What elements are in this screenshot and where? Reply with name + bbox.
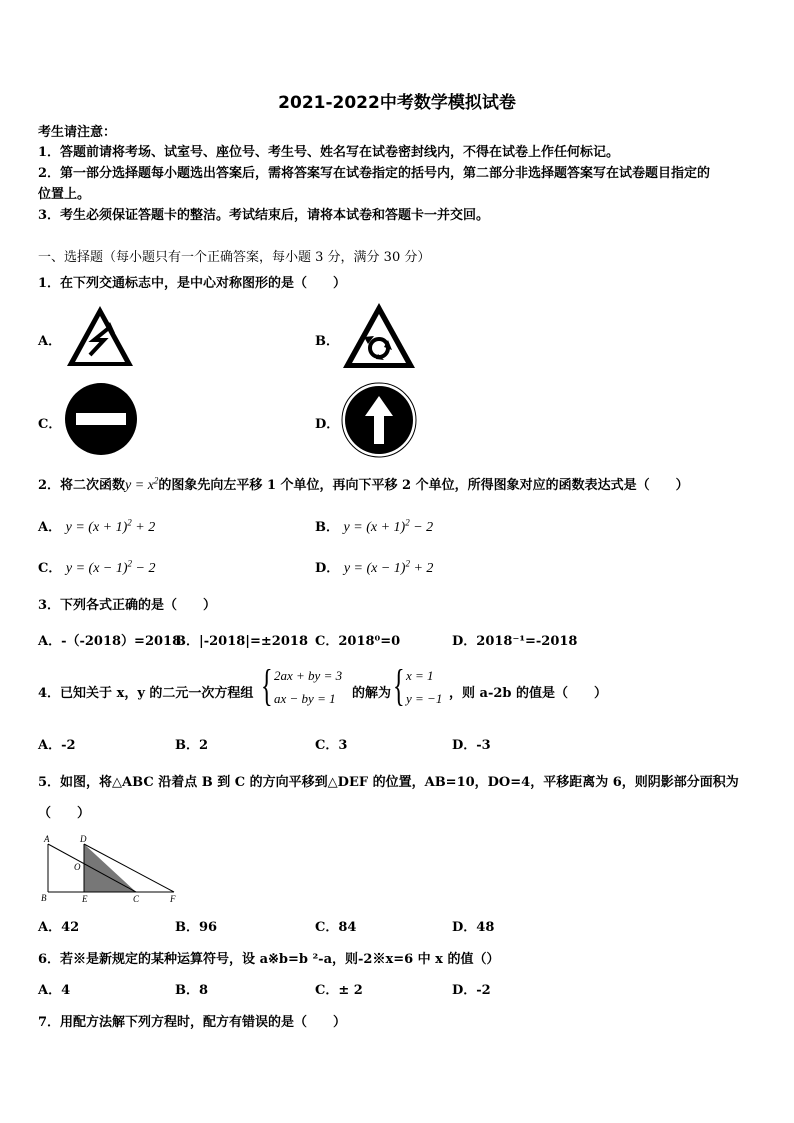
q2-option-a [38,516,155,536]
q4-equation-2: ax − by = 1 [274,691,336,706]
q4-solution-brace: { [393,661,405,710]
q7-stem: 7．用配方法解下列方程时，配方有错误的是（ ） [38,1015,347,1030]
q2-option-a-post: + 2 [131,520,156,535]
figure-label-a: A [44,834,50,844]
q2-option-b-sup: 2 [405,517,410,528]
q4-stem-part-c: ，则 a-2b 的值是（ ） [449,686,608,701]
no-entry-sign-icon [62,382,140,456]
figure-label-c: C [133,894,140,904]
q1-option-c-label: C． [38,417,62,432]
page-title: 2021-2022中考数学模拟试卷 [278,93,516,113]
q2-option-b-expr: y = (x + 1) [343,520,406,535]
q5-translation-figure [36,832,186,906]
q3-option-c: C．2018⁰=0 [315,634,401,649]
q2-option-a-expr: y = (x + 1) [65,520,128,535]
notice-item-3: 3．考生必须保证答题卡的整洁。考试结束后，请将本试卷和答题卡一并交回。 [38,208,490,223]
q6-option-a: A．4 [38,983,71,998]
notice-heading: 考生请注意： [38,125,117,140]
straight-ahead-sign-icon [340,382,418,458]
q1-option-b-label: B． [315,334,339,349]
q1-option-d-label: D． [315,417,340,432]
figure-label-f: F [170,894,176,904]
figure-label-d: D [80,834,87,844]
q4-solution-1: x = 1 [406,668,434,683]
q4-stem-part-a: 4．已知关于 x，y 的二元一次方程组 [38,686,254,701]
q4-option-a: A．-2 [38,738,76,753]
q4-option-b: B．2 [175,738,209,753]
q2-option-d-sup: 2 [405,558,410,569]
q2-stem-part-a: 2．将二次函数 [38,478,126,493]
q2-option-d-post: + 2 [409,561,434,576]
q2-option-d-label: D． [315,561,340,576]
q2-option-c-post: − 2 [132,561,156,576]
q6-stem: 6．若※是新规定的某种运算符号，设 a※b=b ²-a，则-2※x=6 中 x 的值（） [38,952,500,967]
q1-option-a-label: A． [38,334,62,349]
q5-stem-cont: （ ） [38,806,91,821]
q2-option-c-expr: y = (x − 1) [65,561,128,576]
curve-warning-sign-icon [64,302,136,370]
q2-stem [38,474,689,494]
q6-option-c: C．± 2 [315,983,363,998]
q2-option-b-label: B． [315,520,339,535]
section-heading: 一、选择题（每小题只有一个正确答案，每小题 3 分，满分 30 分） [38,250,431,265]
q3-stem: 3．下列各式正确的是（ ） [38,598,217,613]
q2-option-b [315,516,433,536]
q2-option-d [315,557,433,577]
notice-item-2: 2．第一部分选择题每小题选出答案后，需将答案写在试卷指定的括号内，第二部分非选择题答案写在试卷题目指定的 [38,166,711,181]
q6-option-d: D．-2 [452,983,491,998]
q4-option-c: C．3 [315,738,348,753]
q2-option-c [38,557,156,577]
q5-stem: 5．如图，将△ABC 沿着点 B 到 C 的方向平移到△DEF 的位置，AB=10，DO=4，平移距离为 6，则阴影部分面积为 [38,775,739,790]
q5-option-b: B．96 [175,920,218,935]
q2-stem-func: y = x [125,478,154,493]
q4-equation-1: 2ax + by = 3 [274,668,343,683]
figure-label-e: E [82,894,88,904]
q3-option-d: D．2018⁻¹=-2018 [452,634,578,649]
q2-option-d-expr: y = (x − 1) [343,561,406,576]
q2-stem-part-b: 的图象先向左平移 1 个单位，再向下平移 2 个单位，所得图象对应的函数表达式是（ ） [158,478,689,493]
q3-option-a: A．-（-2018）=2018 [38,634,182,649]
q4-solution-2: y = −1 [406,691,443,706]
q2-option-c-sup: 2 [127,558,133,569]
notice-item-2-cont: 位置上。 [38,187,91,202]
notice-item-1: 1．答题前请将考场、试室号、座位号、考生号、姓名写在试卷密封线内，不得在试卷上作任何标记。 [38,145,620,160]
q2-option-a-sup: 2 [127,517,132,528]
q6-option-b: B．8 [175,983,209,998]
q4-option-d: D．-3 [452,738,491,753]
q2-option-c-label: C． [38,561,62,576]
q4-stem-part-b: 的解为 [352,686,392,701]
q5-option-d: D．48 [452,920,495,935]
q5-option-c: C．84 [315,920,357,935]
q5-option-a: A．42 [38,920,80,935]
q2-option-b-post: − 2 [409,520,434,535]
q2-option-a-label: A． [38,520,62,535]
roundabout-warning-sign-icon [340,300,418,372]
q1-stem: 1．在下列交通标志中，是中心对称图形的是（ ） [38,276,347,291]
figure-label-o: O [74,862,81,872]
q3-option-b: B．|-2018|=±2018 [175,634,308,649]
q4-system-brace: { [261,661,273,710]
q2-stem-sup: 2 [153,475,159,486]
figure-label-b: B [41,893,47,903]
